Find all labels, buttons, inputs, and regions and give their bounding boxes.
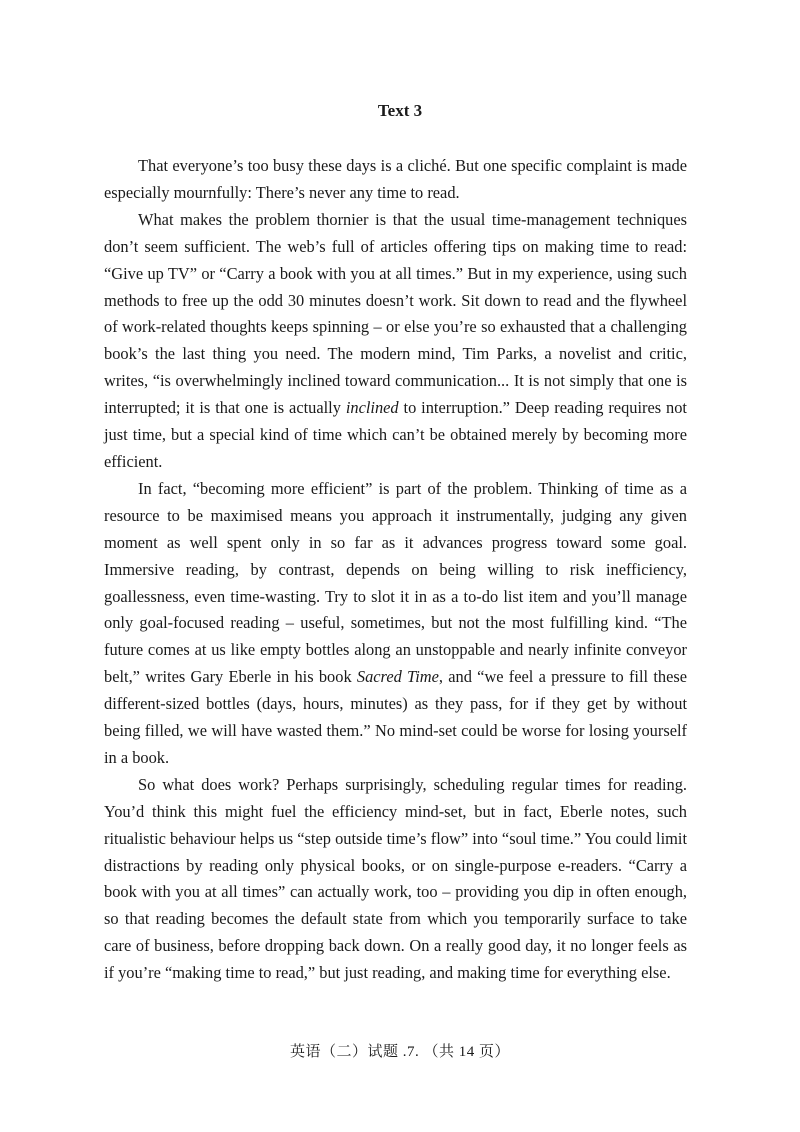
italic-word-inclined: inclined	[345, 398, 399, 418]
paragraph-4	[104, 772, 687, 987]
paragraph-4-text: So what does work? Perhaps surprisingly, scheduling regular times for reading. You’d think this might fuel the efficiency mind-set, but in fact, Eberle notes, such ritualistic behaviour helps us “step outside time’s flow” into “soul time.” You could limit distractions by reading only physical books, or on single-purpose e-readers. “Carry a book with you at all times” can actually work, too – providing you dip in often enough, so that reading becomes the default state from which you temporarily surface to take care of business, before dropping back down. On a really good day, it no longer feels as if you’re “making time to read,” but just reading, and making time for everything else.	[104, 774, 687, 983]
reading-passage	[104, 153, 687, 987]
paragraph-1	[104, 153, 687, 207]
paragraph-3-text-a: In fact, “becoming more efficient” is part of the problem. Thinking of time as a resource to be maximised means you approach it instrumentally, judging any given moment as well spent only in so far as it advances progress toward some goal. Immersive reading, by contrast, depends on being willing to risk inefficiency, goallessness, even time-wasting. Try to slot it in as a to-do list item and you’ll manage only goal-focused reading – useful, sometimes, but not the most fulfilling kind. “The future comes at us like empty bottles along an unstoppable and nearly infinite conveyor belt,” writes Gary Eberle in his book	[104, 478, 687, 687]
paragraph-3	[104, 476, 687, 772]
paragraph-1-text: That everyone’s too busy these days is a cliché. But one specific complaint is made especially mournfully: There’s never any time to read.	[104, 156, 687, 202]
page-footer: 英语（二）试题 .7. （共 14 页）	[289, 1044, 510, 1060]
paragraph-2	[104, 207, 687, 476]
book-title-sacred-time: Sacred Time	[356, 667, 439, 687]
paragraph-2-text-a: What makes the problem thornier is that the usual time-management techniques don’t seem sufficient. The web’s full of articles offering tips on making time to read: “Give up TV” or “Carry a book with you at all times.” But in my experience, using such methods to free up the odd 30 minutes doesn’t work. Sit down to read and the flywheel of work-related thoughts keeps spinning – or else you’re so exhausted that a challenging book’s the last thing you need. The modern mind, Tim Parks, a novelist and critic, writes, “is overwhelmingly inclined toward communication... It is not simply that one is interrupted; it is that one is actually	[104, 209, 687, 418]
paragraph-3-text-b: , and “we feel a pressure to fill these different-sized bottles (days, hours, minutes) as they pass, for if they get by without being filled, we will have wasted them.” No mind-set could be worse for losing yourself in a book.	[104, 667, 687, 767]
section-title: Text 3	[377, 101, 423, 120]
paragraph-2-text-b: to interruption.” Deep reading requires not just time, but a special kind of time which can’t be obtained merely by becoming more efficient.	[104, 398, 687, 471]
